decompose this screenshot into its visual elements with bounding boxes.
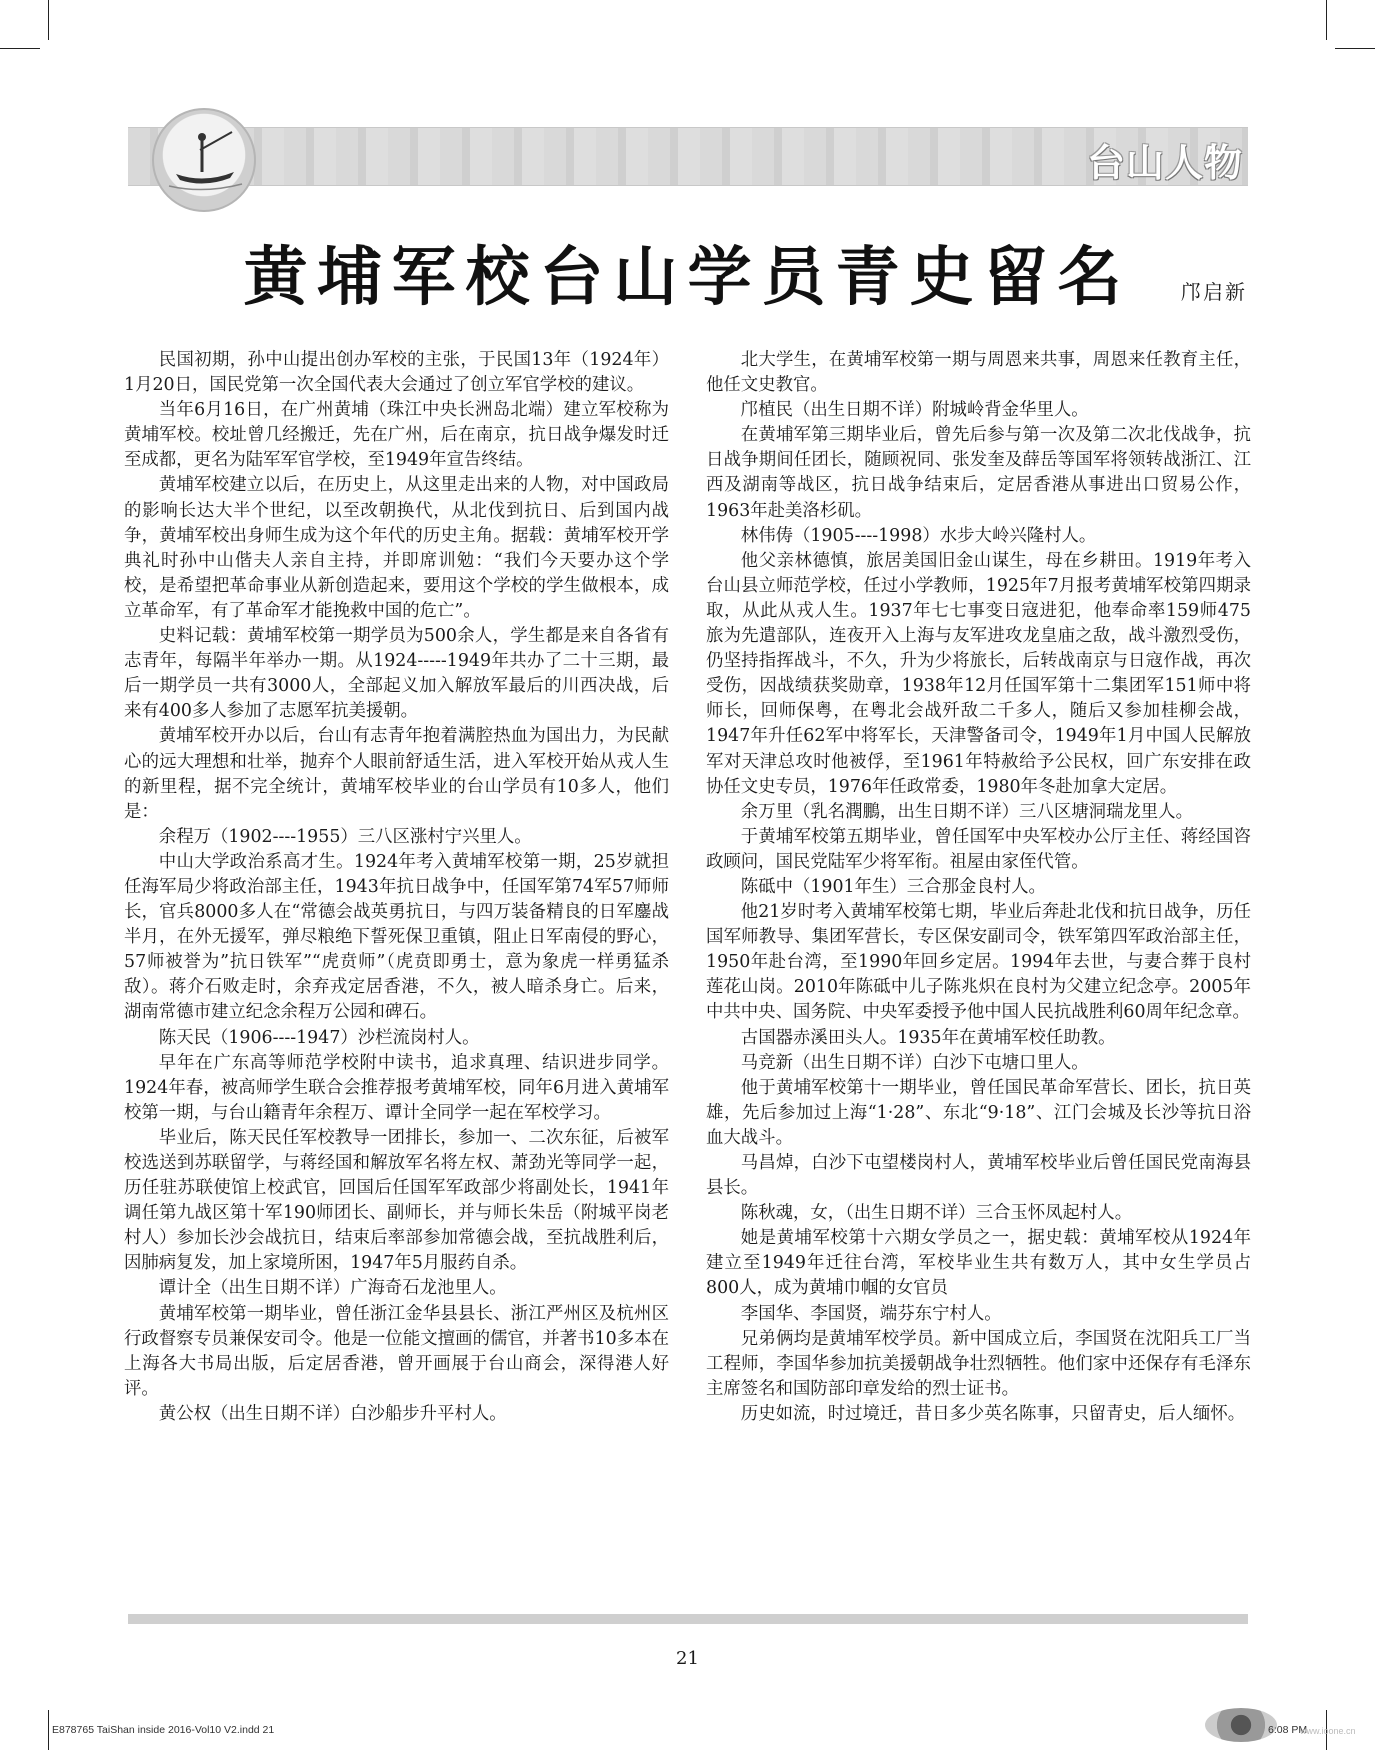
paragraph: 他21岁时考入黄埔军校第七期，毕业后奔赴北伐和抗日战争，历任国军师教导、集团军营长，专区保安副司令，铁军第四军政治部主任，1950年赴台湾，至1990年回乡定居。1994年去世，与妻合葬于良村莲花山岗。2010年陈砥中儿子陈兆炽在良村为父建立纪念亭。2005年中共中央、国务院、中央军委授予他中国人民抗战胜利60周年纪念章。 bbox=[706, 902, 1251, 1023]
paragraph: 李国华、李国贤，端芬东宁村人。 bbox=[740, 1303, 1002, 1324]
print-time: 6:08 PM bbox=[1268, 1724, 1308, 1736]
paragraph: 谭计全（出生日期不详）广海奇石龙池里人。 bbox=[158, 1278, 507, 1299]
paragraph: 北大学生，在黄埔军校第一期与周恩来共事，周恩来任教育主任，他任文史教官。 bbox=[706, 350, 1251, 396]
article-author: 邝启新 bbox=[1181, 280, 1247, 304]
crop-mark bbox=[48, 0, 49, 40]
fisherman-emblem-icon bbox=[152, 108, 256, 212]
paragraph: 余程万（1902----1955）三八区涨村宁兴里人。 bbox=[158, 826, 532, 847]
paragraph: 黄公权（出生日期不详）白沙船步升平村人。 bbox=[158, 1403, 507, 1424]
paragraph: 他父亲林德慎，旅居美国旧金山谋生，母在乡耕田。1919年考入台山县立师范学校，任过小学教师，1925年7月报考黄埔军校第四期录取，从此从戎人生。1937年七七事变日寇进犯，他奉命率159师475旅为先遣部队，连夜开入上海与友军进攻龙皇庙之敌，战斗激烈受伤，仍坚持指挥战斗，不久，升为少将旅长，后转战南京与日寇作战，再次受伤，因战绩获奖勋章，1938年12月任国军第十二集团军151师中将师长，回师保粤，在粤北会战歼敌二千多人，随后又参加桂柳会战，1947年升任62军中将军长，天津警备司令，1949年1月中国人民解放军对天津总攻时他被俘，至1961年特赦给予公民权，回广东安排在政协任文史专员，1976年任政常委，1980年冬赴加拿大定居。 bbox=[706, 550, 1251, 797]
paragraph: 在黄埔军第三期毕业后，曾先后参与第一次及第二次北伐战争，抗日战争期间任团长，随顾祝同、张发奎及薛岳等国军将领转战浙江、江西及湖南等战区，抗日战争结束后，定居香港从事进出口贸易公作，1963年赴美洛杉矶。 bbox=[706, 425, 1251, 521]
left-column bbox=[124, 348, 669, 1427]
paragraph: 于黄埔军校第五期毕业，曾任国军中央军校办公厅主任、蒋经国咨政顾问，国民党陆军少将军衔。祖屋由家侄代管。 bbox=[706, 826, 1251, 872]
paragraph: 黄埔军校建立以后，在历史上，从这里走出来的人物，对中国政局的影响长达大半个世纪，以至改朝换代，从北伐到抗日、后到国内战争，黄埔军校出身师生成为这个年代的历史主角。据载：黄埔军校开学典礼时孙中山偕夫人亲自主持，并即席训勉：“我们今天要办这个学校，是希望把革命事业从新创造起来，要用这个学校的学生做根本，成立革命军，有了革命军才能挽救中国的危亡”。 bbox=[124, 475, 669, 621]
paragraph: 邝植民（出生日期不详）附城岭背金华里人。 bbox=[740, 400, 1089, 421]
publisher-logo bbox=[1205, 1708, 1277, 1742]
section-tag: 台山人物 bbox=[1086, 141, 1243, 185]
bottom-rule bbox=[128, 1614, 1248, 1624]
paragraph: 毕业后，陈天民任军校教导一团排长，参加一、二次东征，后被军校选送到苏联留学，与蒋经国和解放军名将左权、萧劲光等同学一起，历任驻苏联使馆上校武官，回国后任国军军政部少将副处长，1941年调任第九战区第十军190师团长、副师长，并与师长朱岳（附城平岗老村人）参加长沙会战抗日，结束后率部参加常德会战，至抗战胜利后，因肺病复发，加上家境所困，1947年5月服药自杀。 bbox=[124, 1127, 669, 1274]
paragraph: 当年6月16日，在广州黄埔（珠江中央长洲岛北端）建立军校称为黄埔军校。校址曾几经搬迁，先在广州，后在南京，抗日战争爆发时迁至成都，更名为陆军军官学校，至1949年宣告终结。 bbox=[124, 400, 669, 471]
paragraph: 黄埔军校第一期毕业，曾任浙江金华县县长、浙江严州区及杭州区行政督察专员兼保安司令。他是一位能文擅画的儒官，并著书10多本在上海各大书局出版，后定居香港，曾开画展于台山商会，深得港人好评。 bbox=[124, 1303, 669, 1399]
crop-mark bbox=[1335, 48, 1375, 49]
section-header-band bbox=[128, 127, 1248, 186]
paragraph: 她是黄埔军校第十六期女学员之一，据史载：黄埔军校从1924年建立至1949年迁往台湾，军校毕业生共有数万人，其中女生学员占800人，成为黄埔巾帼的女官员 bbox=[706, 1228, 1251, 1299]
paragraph: 黄埔军校开办以后，台山有志青年抱着满腔热血为国出力，为民献心的远大理想和壮举，抛弃个人眼前舒适生活，进入军校开始从戎人生的新里程，据不完全统计，黄埔军校毕业的台山学员有10多人，他们是： bbox=[124, 726, 669, 822]
paragraph: 陈砥中（1901年生）三合那金良村人。 bbox=[740, 876, 1046, 897]
article-title: 黄埔军校台山学员青史留名 bbox=[243, 240, 1132, 315]
right-column bbox=[706, 348, 1251, 1427]
crop-mark bbox=[1326, 0, 1327, 40]
paragraph: 古国器赤溪田头人。1935年在黄埔军校任助教。 bbox=[740, 1027, 1116, 1048]
paragraph: 陈天民（1906----1947）沙栏流岗村人。 bbox=[158, 1027, 480, 1048]
paragraph: 早年在广东高等师范学校附中读书，追求真理、结识进步同学。1924年春，被高师学生联合会推荐报考黄埔军校，同年6月进入黄埔军校第一期，与台山籍青年余程万、谭计全同学一起在军校学习。 bbox=[124, 1052, 669, 1123]
watermark: www.ioone.cn bbox=[1300, 1726, 1356, 1736]
paragraph: 史料记载：黄埔军校第一期学员为500余人，学生都是来自各省有志青年，每隔半年举办一期。从1924-----1949年共办了二十三期，最后一期学员一共有3000人，全部起义加入解放军最后的川西决战，后来有400多人参加了志愿军抗美援朝。 bbox=[124, 626, 669, 722]
paragraph: 中山大学政治系高才生。1924年考入黄埔军校第一期，25岁就担任海军局少将政治部主任，1943年抗日战争中，任国军第74军57师师长，官兵8000多人在“常德会战英勇抗日，与四万装备精良的日军鏖战半月，在外无援军，弹尽粮绝下誓死保卫重镇，阻止日军南侵的野心，57师被誉为”抗日铁军”“虎贲师”（虎贲即勇士，意为象虎一样勇猛杀敌）。蒋介石败走时，余弃戎定居香港，不久，被人暗杀身亡。后来，湖南常德市建立纪念余程万公园和碑石。 bbox=[124, 851, 669, 1023]
paragraph: 马竞新（出生日期不详）白沙下屯塘口里人。 bbox=[740, 1052, 1089, 1073]
paragraph: 他于黄埔军校第十一期毕业，曾任国民革命军营长、团长，抗日英雄，先后参加过上海“1·28”、东北“9·18”、江门会城及长沙等抗日浴血大战斗。 bbox=[706, 1077, 1251, 1148]
page-number: 21 bbox=[676, 1648, 699, 1669]
crop-mark bbox=[48, 1710, 49, 1750]
crop-mark bbox=[0, 48, 40, 49]
paragraph: 林伟俦（1905----1998）水步大岭兴隆村人。 bbox=[740, 525, 1097, 546]
paragraph: 民国初期，孙中山提出创办军校的主张，于民国13年（1924年）1月20日，国民党第一次全国代表大会通过了创立军官学校的建议。 bbox=[124, 350, 669, 396]
paragraph: 马昌焯，白沙下屯望楼岗村人，黄埔军校毕业后曾任国民党南海县县长。 bbox=[706, 1153, 1251, 1199]
paragraph: 余万里（乳名潤鵬，出生日期不详）三八区塘洞瑞龙里人。 bbox=[740, 801, 1193, 822]
paragraph: 陈秋魂，女，（出生日期不详）三合玉怀凤起村人。 bbox=[740, 1203, 1133, 1224]
print-slug: E878765 TaiShan inside 2016-Vol10 V2.indd 21 bbox=[52, 1724, 275, 1736]
paragraph: 历史如流，时过境迁，昔日多少英名陈事，只留青史，后人缅怀。 bbox=[740, 1403, 1246, 1424]
paragraph: 兄弟俩均是黄埔军校学员。新中国成立后，李国贤在沈阳兵工厂当工程师，李国华参加抗美援朝战争壮烈牺牲。他们家中还保存有毛泽东主席签名和国防部印章发给的烈士证书。 bbox=[706, 1328, 1251, 1399]
